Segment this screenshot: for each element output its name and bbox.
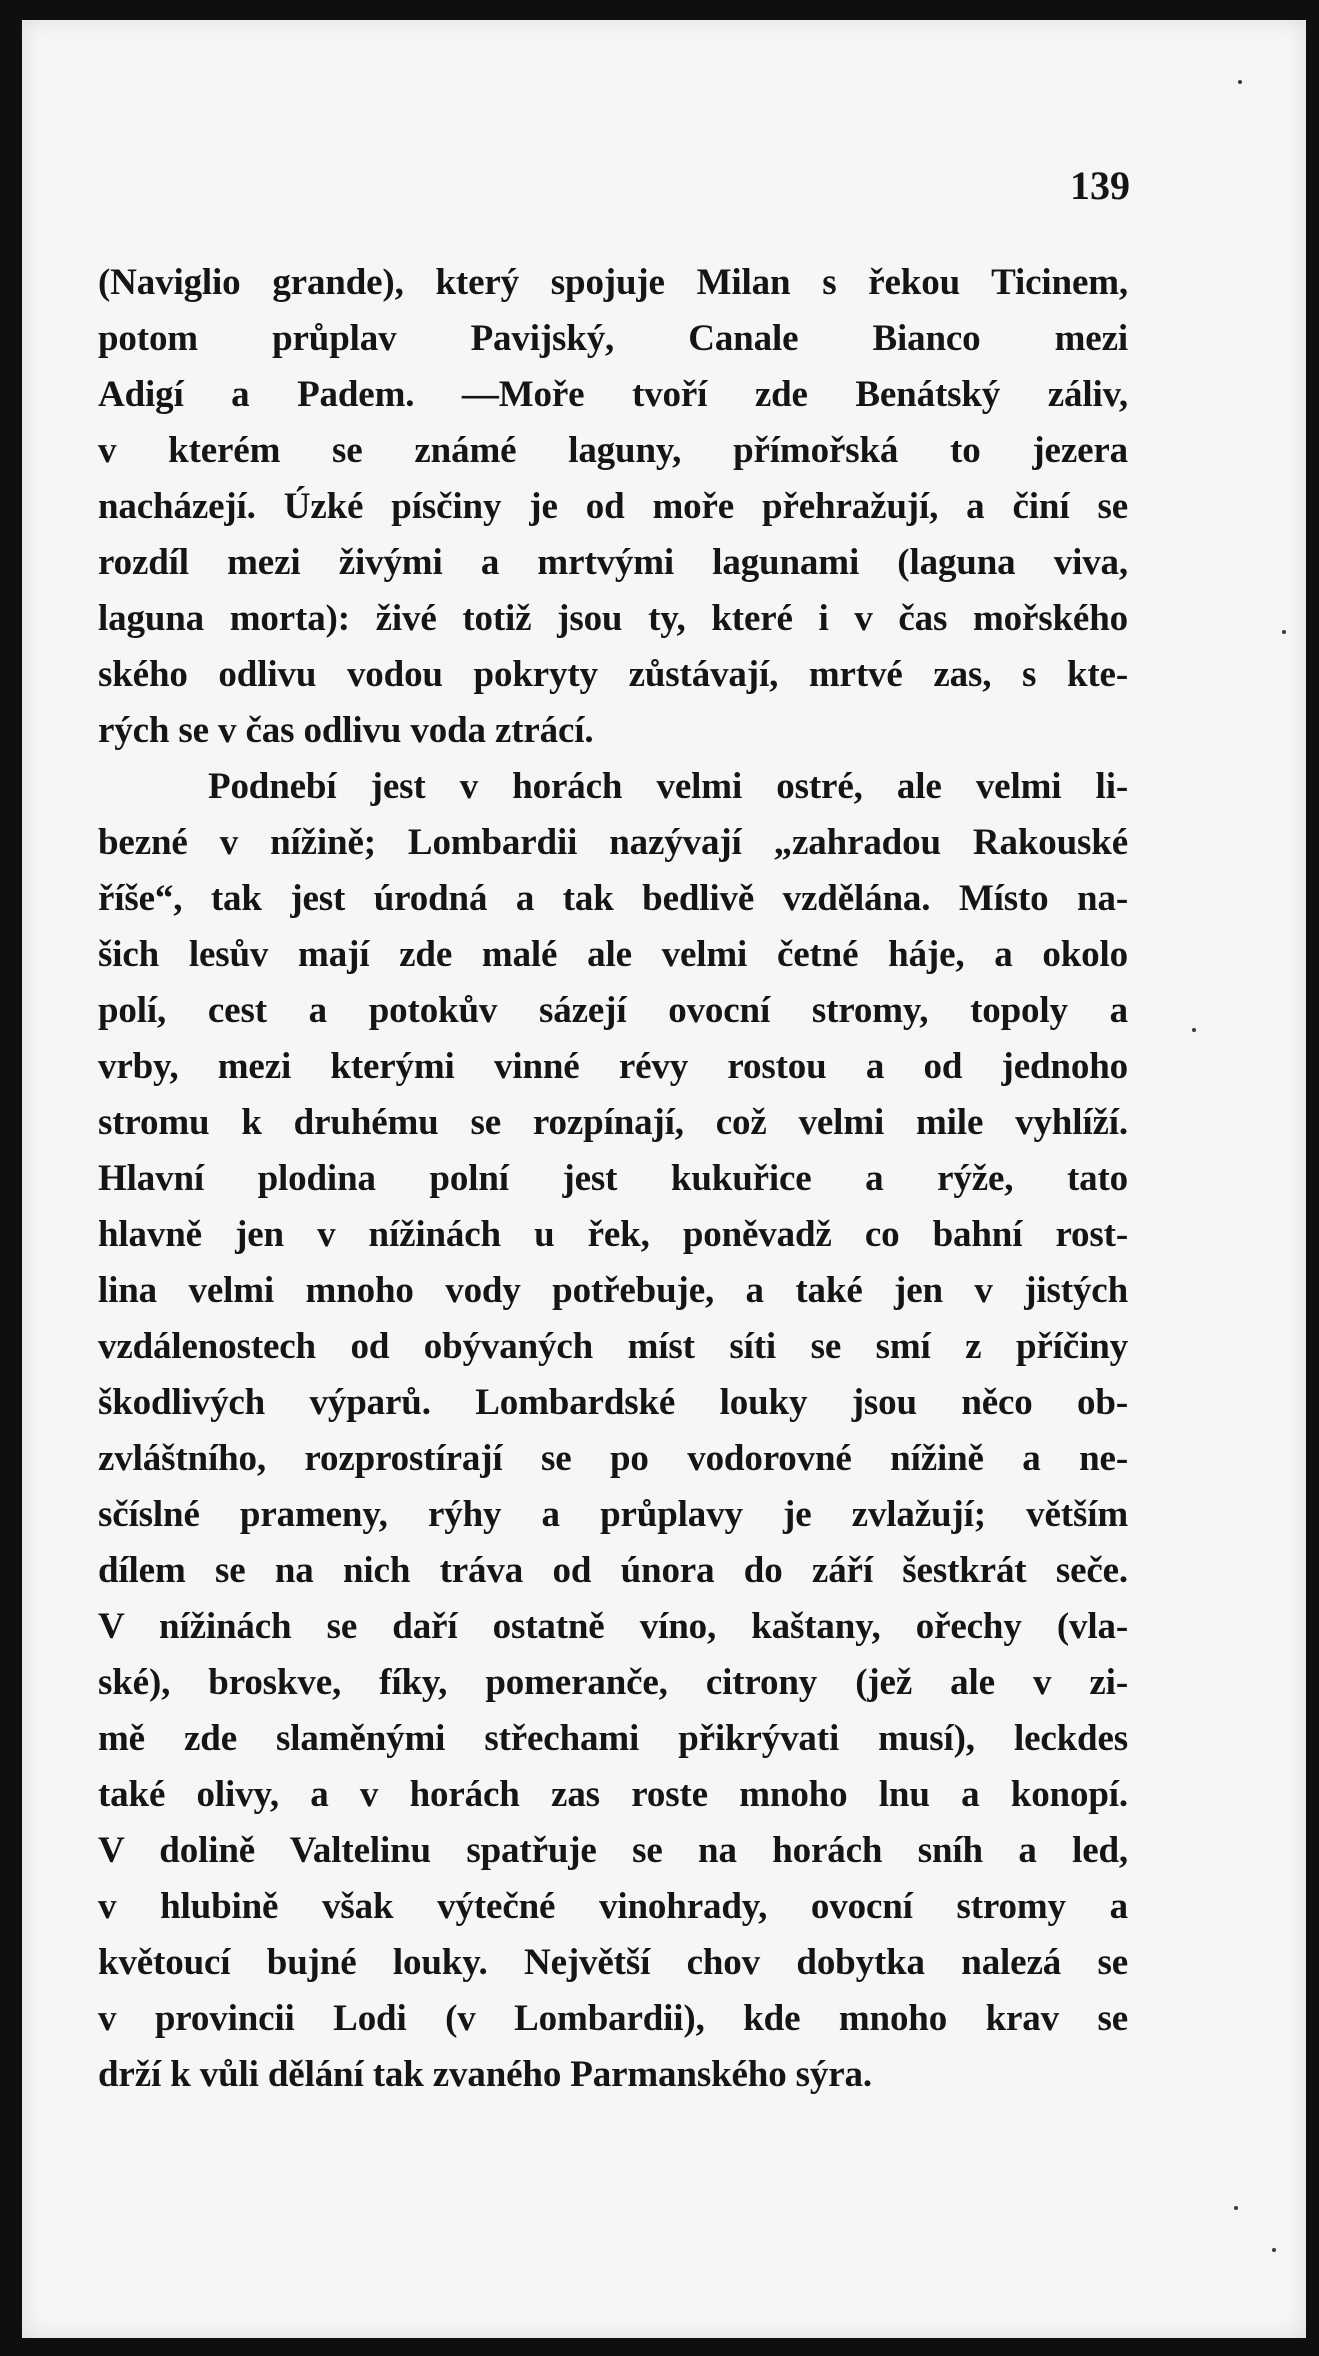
- text-line: také olivy, a v horách zas roste mnoho lnu a konopí.: [98, 1774, 1128, 1815]
- text-line: drží k vůli dělání tak zvaného Parmanského sýra.: [98, 2054, 872, 2095]
- text-line: lina velmi mnoho vody potřebuje, a také jen v jistých: [98, 1270, 1128, 1311]
- text-line: v provincii Lodi (v Lombardii), kde mnoho krav se: [98, 1998, 1128, 2039]
- text-line: v hlubině však výtečné vinohrady, ovocní stromy a: [98, 1886, 1128, 1927]
- text-line: polí, cest a potokův sázejí ovocní stromy, topoly a: [98, 990, 1128, 1031]
- text-line: V dolině Valtelinu spatřuje se na horách sníh a led,: [98, 1830, 1128, 1871]
- text-line: sčíslné prameny, rýhy a průplavy je zvlažují; větším: [98, 1494, 1128, 1535]
- text-line: Adigí a Padem. —Moře tvoří zde Benátský záliv,: [98, 374, 1128, 415]
- text-line: (Naviglio grande), který spojuje Milan s řekou Ticinem,: [98, 262, 1128, 303]
- text-line: zvláštního, rozprostírají se po vodorovné nížině a ne-: [98, 1438, 1128, 1479]
- text-line: ské), broskve, fíky, pomeranče, citrony (jež ale v zi-: [98, 1662, 1128, 1703]
- paper-speck: [1238, 80, 1242, 84]
- text-line: květoucí bujné louky. Největší chov dobytka nalezá se: [98, 1942, 1128, 1983]
- text-line: rozdíl mezi živými a mrtvými lagunami (laguna viva,: [98, 542, 1128, 583]
- text-line: Hlavní plodina polní jest kukuřice a rýže, tato: [98, 1158, 1128, 1199]
- text-line: škodlivých výparů. Lombardské louky jsou něco ob-: [98, 1382, 1128, 1423]
- text-line: bezné v nížině; Lombardii nazývají „zahradou Rakouské: [98, 822, 1128, 863]
- text-line: vrby, mezi kterými vinné révy rostou a od jednoho: [98, 1046, 1128, 1087]
- paper-speck: [1282, 630, 1286, 634]
- paper-speck: [1272, 2248, 1276, 2252]
- text-line: vzdálenostech od obývaných míst síti se smí z příčiny: [98, 1326, 1128, 1367]
- text-line: mě zde slaměnými střechami přikrývati musí), leckdes: [98, 1718, 1128, 1759]
- text-line: hlavně jen v nížinách u řek, poněvadž co bahní rost-: [98, 1214, 1128, 1255]
- text-line: potom průplav Pavijský, Canale Bianco mezi: [98, 318, 1128, 359]
- text-line: stromu k druhému se rozpínají, což velmi mile vyhlíží.: [98, 1102, 1128, 1143]
- text-line: laguna morta): živé totiž jsou ty, které i v čas mořského: [98, 598, 1128, 639]
- page-number: 139: [1070, 163, 1130, 208]
- text-line: dílem se na nich tráva od února do září šestkrát seče.: [98, 1550, 1128, 1591]
- text-line: říše“, tak jest úrodná a tak bedlivě vzdělána. Místo na-: [98, 878, 1128, 919]
- text-line: ského odlivu vodou pokryty zůstávají, mrtvé zas, s kte-: [98, 654, 1128, 695]
- paper-speck: [1234, 2206, 1238, 2210]
- text-line: v kterém se známé laguny, přímořská to jezera: [98, 430, 1128, 471]
- text-line: šich lesův mají zde malé ale velmi četné háje, a okolo: [98, 934, 1128, 975]
- text-line: nacházejí. Úzké písčiny je od moře přehražují, a činí se: [98, 486, 1128, 527]
- text-line: rých se v čas odlivu voda ztrácí.: [98, 710, 594, 751]
- paper-speck: [1192, 1028, 1196, 1032]
- text-line: Podnebí jest v horách velmi ostré, ale velmi li-: [208, 766, 1128, 807]
- text-line: V nížinách se daří ostatně víno, kaštany, ořechy (vla-: [98, 1606, 1128, 1647]
